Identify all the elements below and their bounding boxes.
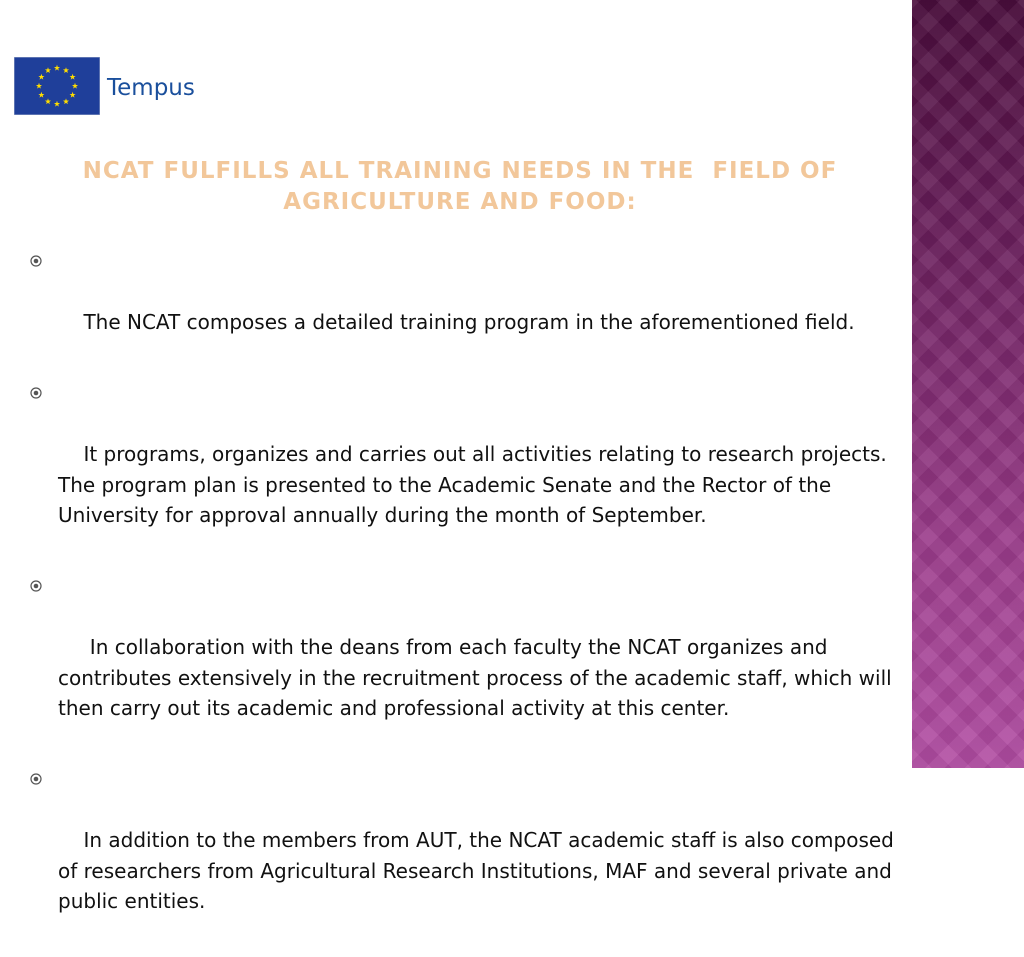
bullet-item bbox=[30, 246, 905, 368]
tempus-logo bbox=[14, 57, 195, 115]
circle-bullet-icon bbox=[30, 773, 42, 785]
bullet-item bbox=[30, 571, 905, 754]
bullet-text: In collaboration with the deans from each faculty the NCAT organizes and contributes extensively in the recruitment process of the academic staff, which will then carry out its academic and professional activity at this center. bbox=[58, 635, 899, 720]
bullet-item bbox=[30, 764, 905, 947]
bullet-item bbox=[30, 378, 905, 561]
slide-title: NCAT FULFILLS ALL TRAINING NEEDS IN THE FIELD OF AGRICULTURE AND FOOD: bbox=[82, 158, 847, 215]
logo-text: Tempus bbox=[107, 75, 195, 101]
bullet-text: In addition to the members from AUT, the NCAT academic staff is also composed of researchers from Agricultural Research Institutions, MAF and several private and public entities. bbox=[58, 828, 901, 913]
circle-bullet-icon bbox=[30, 255, 42, 267]
circle-bullet-icon bbox=[30, 387, 42, 399]
circle-bullet-icon bbox=[30, 580, 42, 592]
eu-flag-icon bbox=[14, 57, 100, 115]
bullet-text: It programs, organizes and carries out all activities relating to research projects. The program plan is presented to the Academic Senate and the Rector of the University for approval annually during the month of September. bbox=[58, 442, 894, 527]
bullet-list bbox=[30, 246, 905, 957]
decorative-side-band bbox=[912, 0, 1024, 768]
bullet-text: The NCAT composes a detailed training program in the aforementioned field. bbox=[83, 310, 855, 334]
